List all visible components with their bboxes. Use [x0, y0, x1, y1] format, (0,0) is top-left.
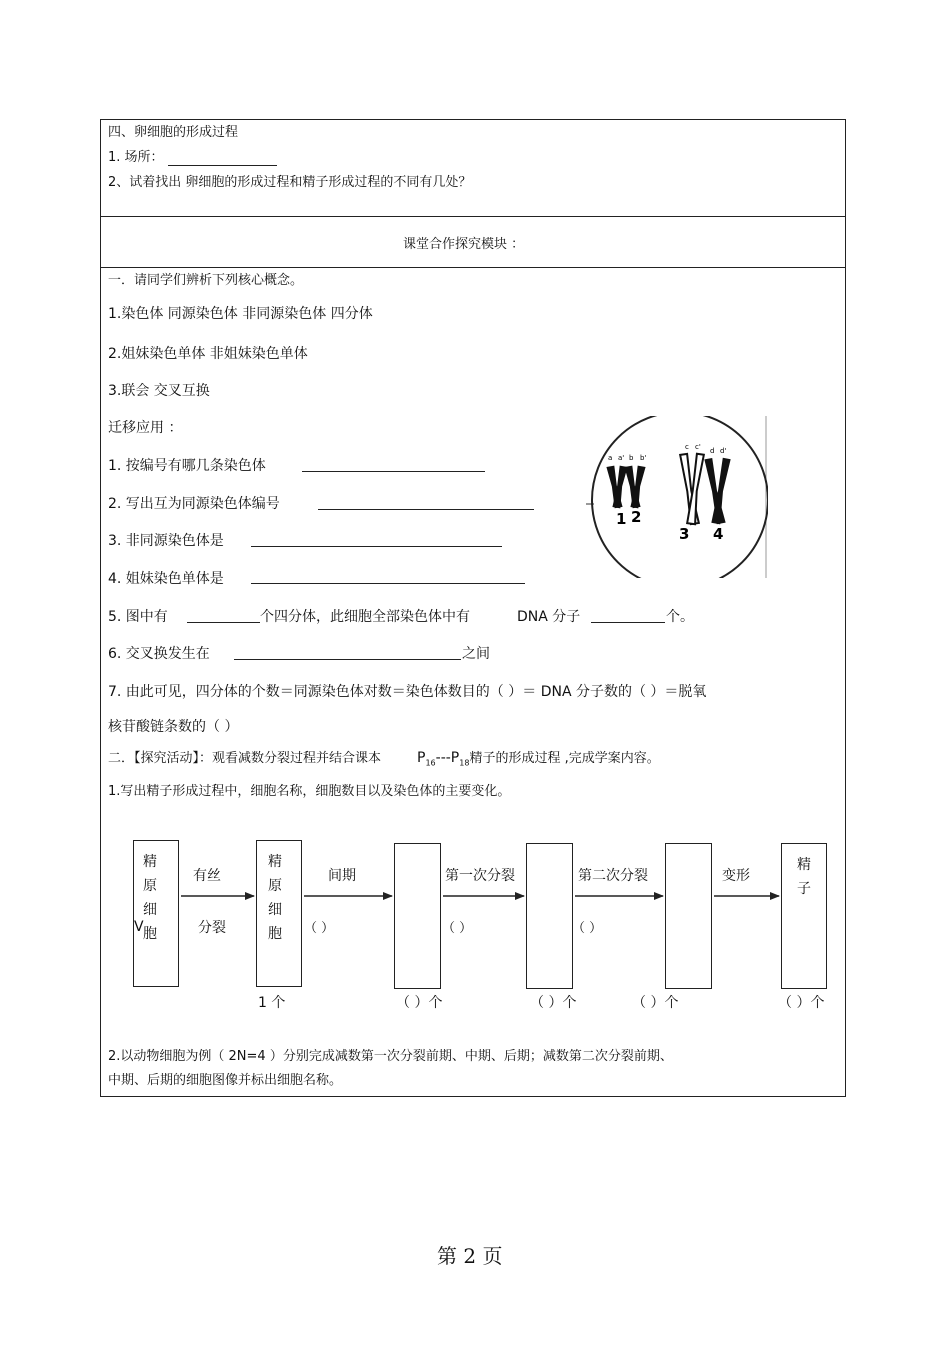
count-blank[interactable]: （ ）个 — [632, 995, 679, 1011]
count-blank[interactable]: （ ）个 — [778, 995, 825, 1011]
change-blank[interactable]: （ ） — [442, 921, 473, 936]
arrow2-label: 间期 — [328, 868, 356, 884]
chromatid-label: c' — [695, 443, 701, 451]
part2-q1: 1.写出精子形成过程中，细胞名称，细胞数目以及染色体的主要变化。 — [108, 784, 511, 799]
chromatid-label: a — [608, 454, 613, 462]
apply-q6-a: 6. 交叉换发生在 — [108, 646, 210, 662]
page-ref-p: P — [417, 750, 426, 766]
page-ref-sub: 16 — [425, 758, 436, 768]
chromosome-number: 3 — [679, 525, 690, 543]
apply-q5-d: 个。 — [666, 609, 694, 625]
arrow3-label: 第一次分裂 — [445, 868, 515, 884]
chromatid-label: d — [710, 447, 715, 455]
flow-box2-label: 精原细胞 — [268, 854, 282, 942]
part2-q2-line1: 2.以动物细胞为例（ 2N=4 ）分别完成减数第一次分裂前期、中期、后期；减数第二次分裂前期、 — [108, 1049, 673, 1064]
flow-box1-mark: V — [134, 919, 144, 935]
change-blank[interactable]: （ ） — [572, 921, 603, 936]
apply-q5-b: 个四分体，此细胞全部染色体中有 — [260, 609, 470, 625]
section4-title: 四、卵细胞的形成过程 — [108, 125, 239, 140]
part2-intro-b: 精子的形成过程 ,完成学案内容。 — [469, 751, 660, 766]
page-ref-mid: ---P — [435, 750, 460, 766]
page-ref-sub: 18 — [459, 758, 470, 768]
concept-1: 1.染色体 同源染色体 非同源染色体 四分体 — [108, 306, 373, 322]
concept-3: 3.联会 交叉互换 — [108, 383, 210, 399]
chromatid-label: d' — [720, 447, 727, 455]
count-blank[interactable]: （ ）个 — [396, 995, 443, 1011]
apply-q2: 2. 写出互为同源染色体编号 — [108, 496, 280, 512]
chromosome-number: 4 — [713, 525, 724, 543]
count-1: 1 个 — [258, 995, 286, 1011]
chromatid-label: b — [629, 454, 634, 462]
apply-q3: 3. 非同源染色体是 — [108, 533, 224, 549]
page-number: 第 2 页 — [437, 1244, 503, 1268]
arrow1-bottom-label: 分裂 — [198, 920, 226, 936]
apply-q5-c: DNA 分子 — [517, 609, 581, 625]
section4-q2: 2、试着找出 卵细胞的形成过程和精子形成过程的不同有几处？ — [108, 175, 472, 190]
chromosome-number: 1 — [616, 510, 627, 528]
apply-q6-b: 之间 — [462, 646, 490, 662]
apply-heading: 迁移应用 ： — [108, 420, 183, 436]
apply-q7-line1: 7. 由此可见，四分体的个数＝同源染色体对数＝染色体数目的（ ）＝ DNA 分子数的（ ）＝脱氧 — [108, 684, 707, 700]
part2-intro-a: 二．【探究活动】：观看减数分裂过程并结合课本 — [108, 751, 382, 766]
apply-q7-line2: 核苷酸链条数的（ ） — [108, 719, 239, 735]
arrow4-label: 第二次分裂 — [578, 868, 648, 884]
apply-q4: 4. 姐妹染色单体是 — [108, 571, 224, 587]
apply-q5-a: 5. 图中有 — [108, 609, 168, 625]
arrow1-top-label: 有丝 — [193, 868, 221, 884]
count-blank[interactable]: （ ）个 — [530, 995, 577, 1011]
flow-box1-label: 精原细胞 — [143, 854, 157, 942]
part2-q2-line2: 中期、后期的细胞图像并标出细胞名称。 — [108, 1073, 343, 1088]
arrow5-label: 变形 — [722, 868, 750, 884]
module-title: 课堂合作探究模块 ： — [403, 237, 525, 252]
concept-2: 2.姐妹染色单体 非姐妹染色单体 — [108, 346, 308, 362]
chromatid-label: b' — [640, 454, 647, 462]
section4-q1: 1. 场所： — [108, 150, 164, 165]
chromosome-number: 2 — [631, 508, 642, 526]
chromatid-label: a' — [618, 454, 625, 462]
chromatid-label: c — [685, 443, 689, 451]
flow-box6-label: 精子 — [797, 857, 811, 897]
part1-intro: 一．请同学们辨析下列核心概念。 — [108, 273, 304, 288]
apply-q1: 1. 按编号有哪几条染色体 — [108, 458, 266, 474]
change-blank[interactable]: （ ） — [304, 921, 335, 936]
